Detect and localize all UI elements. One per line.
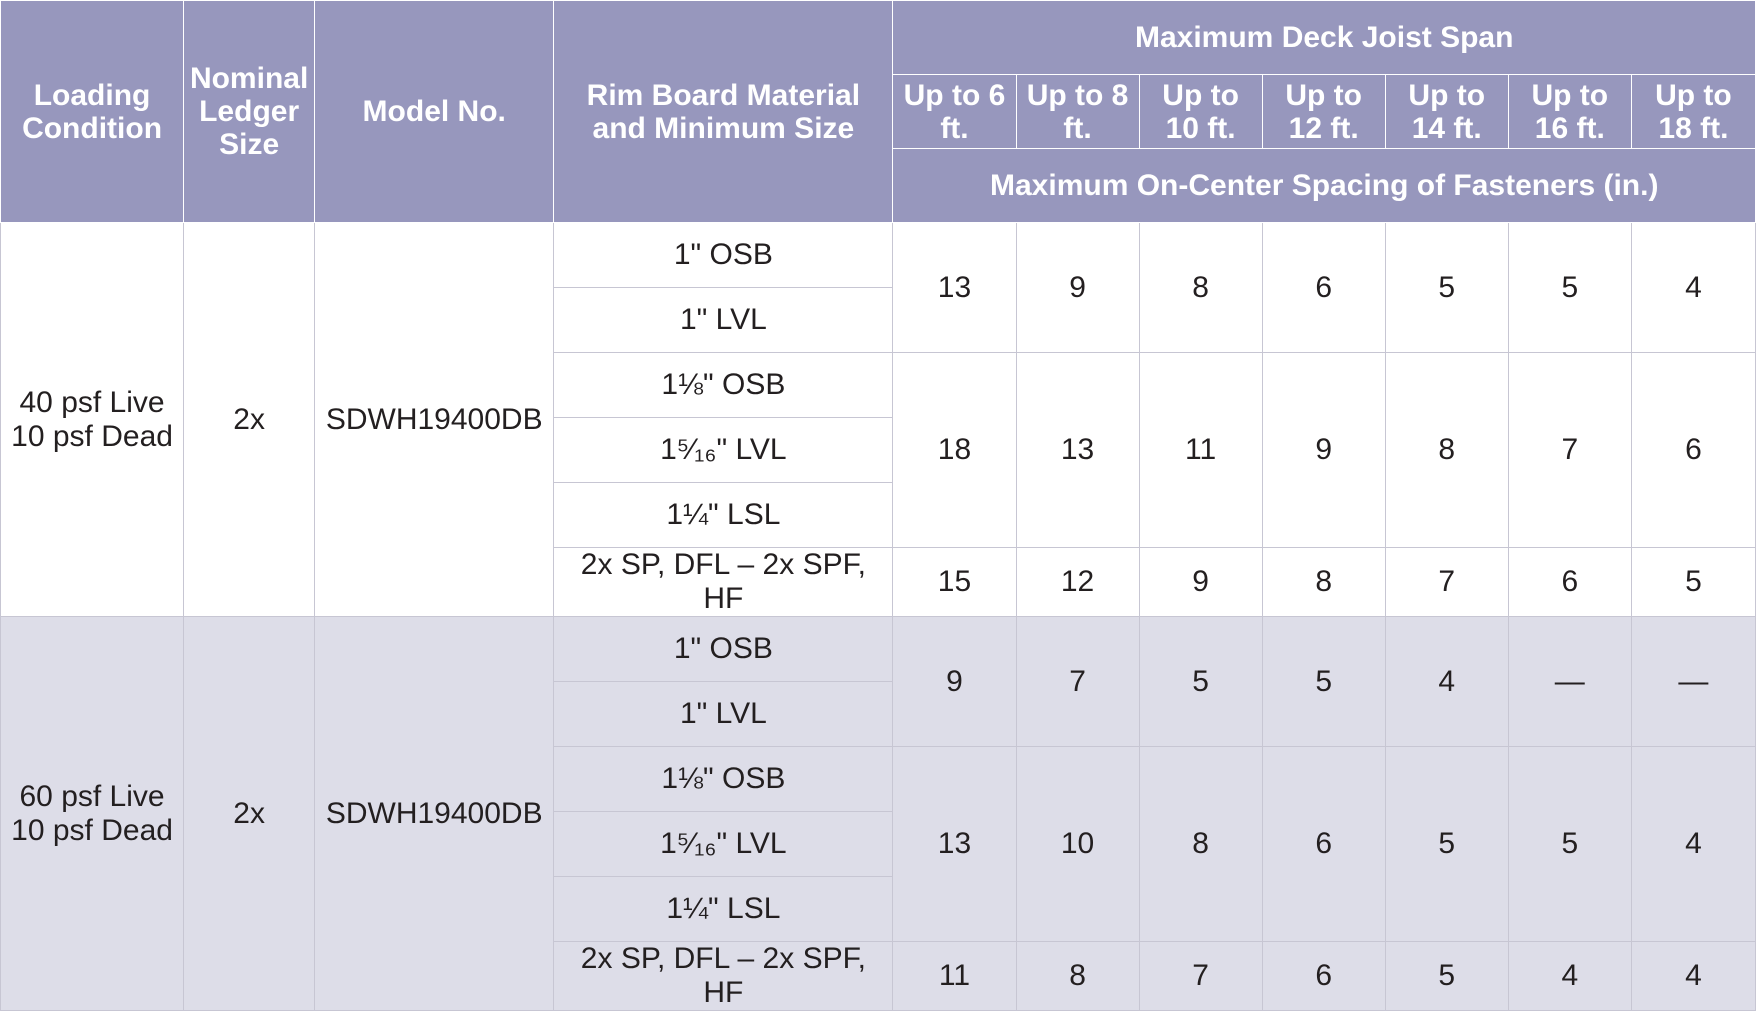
value-cell: 5 (1385, 942, 1508, 1011)
value-cell: 7 (1508, 353, 1631, 548)
header-loading-condition: Loading Condition (1, 1, 184, 223)
value-cell: 10 (1016, 747, 1139, 942)
header-nominal-ledger-size: Nominal Ledger Size (184, 1, 315, 223)
value-cell: 6 (1262, 223, 1385, 353)
value-cell: 13 (893, 747, 1016, 942)
value-cell: 9 (1139, 548, 1262, 617)
material-cell: 1" LVL (554, 288, 893, 353)
material-cell: 1" OSB (554, 223, 893, 288)
material-cell: 1¼" LSL (554, 483, 893, 548)
material-cell: 2x SP, DFL – 2x SPF, HF (554, 942, 893, 1011)
value-cell: 9 (1262, 353, 1385, 548)
material-cell: 1" LVL (554, 682, 893, 747)
value-cell: 6 (1262, 942, 1385, 1011)
material-cell: 1⁵⁄₁₆" LVL (554, 418, 893, 483)
value-cell: 13 (1016, 353, 1139, 548)
value-cell: 4 (1631, 223, 1755, 353)
value-cell: 7 (1016, 617, 1139, 747)
header-span: Up to 14 ft. (1385, 75, 1508, 149)
value-cell: 18 (893, 353, 1016, 548)
value-cell: 4 (1508, 942, 1631, 1011)
value-cell: 9 (1016, 223, 1139, 353)
value-cell: 8 (1385, 353, 1508, 548)
value-cell: — (1631, 617, 1755, 747)
header-span: Up to 10 ft. (1139, 75, 1262, 149)
value-cell: 13 (893, 223, 1016, 353)
value-cell: 6 (1631, 353, 1755, 548)
value-cell: 8 (1139, 747, 1262, 942)
table-row (1, 223, 1756, 288)
value-cell: — (1508, 617, 1631, 747)
table-group (1, 223, 1756, 617)
material-cell: 1⁵⁄₁₆" LVL (554, 812, 893, 877)
value-cell: 4 (1385, 617, 1508, 747)
ledger-cell: 2x (184, 223, 315, 617)
material-cell: 2x SP, DFL – 2x SPF, HF (554, 548, 893, 617)
header-span: Up to 18 ft. (1631, 75, 1755, 149)
value-cell: 11 (1139, 353, 1262, 548)
table-row (1, 617, 1756, 682)
material-cell: 1" OSB (554, 617, 893, 682)
model-cell: SDWH19400DB (315, 223, 554, 617)
ledger-cell: 2x (184, 617, 315, 1011)
table-group (1, 617, 1756, 1011)
header-spacing: Maximum On-Center Spacing of Fasteners (in.) (893, 149, 1756, 223)
value-cell: 7 (1385, 548, 1508, 617)
value-cell: 7 (1139, 942, 1262, 1011)
header-span: Up to 6 ft. (893, 75, 1016, 149)
value-cell: 5 (1508, 747, 1631, 942)
value-cell: 8 (1139, 223, 1262, 353)
value-cell: 12 (1016, 548, 1139, 617)
material-cell: 1¼" LSL (554, 877, 893, 942)
value-cell: 5 (1508, 223, 1631, 353)
header-rim-board: Rim Board Material and Minimum Size (554, 1, 893, 223)
material-cell: 1⅛" OSB (554, 747, 893, 812)
header-span: Up to 8 ft. (1016, 75, 1139, 149)
value-cell: 5 (1385, 223, 1508, 353)
value-cell: 4 (1631, 747, 1755, 942)
value-cell: 9 (893, 617, 1016, 747)
value-cell: 5 (1139, 617, 1262, 747)
header-span: Up to 16 ft. (1508, 75, 1631, 149)
loading-cell: 40 psf Live 10 psf Dead (1, 223, 184, 617)
value-cell: 6 (1508, 548, 1631, 617)
material-cell: 1⅛" OSB (554, 353, 893, 418)
value-cell: 15 (893, 548, 1016, 617)
value-cell: 8 (1016, 942, 1139, 1011)
model-cell: SDWH19400DB (315, 617, 554, 1011)
header-span: Up to 12 ft. (1262, 75, 1385, 149)
value-cell: 6 (1262, 747, 1385, 942)
value-cell: 8 (1262, 548, 1385, 617)
header-model-no: Model No. (315, 1, 554, 223)
header-max-span: Maximum Deck Joist Span (893, 1, 1756, 75)
value-cell: 4 (1631, 942, 1755, 1011)
value-cell: 5 (1631, 548, 1755, 617)
value-cell: 11 (893, 942, 1016, 1011)
loading-cell: 60 psf Live 10 psf Dead (1, 617, 184, 1011)
value-cell: 5 (1385, 747, 1508, 942)
value-cell: 5 (1262, 617, 1385, 747)
table-header (1, 1, 1756, 223)
